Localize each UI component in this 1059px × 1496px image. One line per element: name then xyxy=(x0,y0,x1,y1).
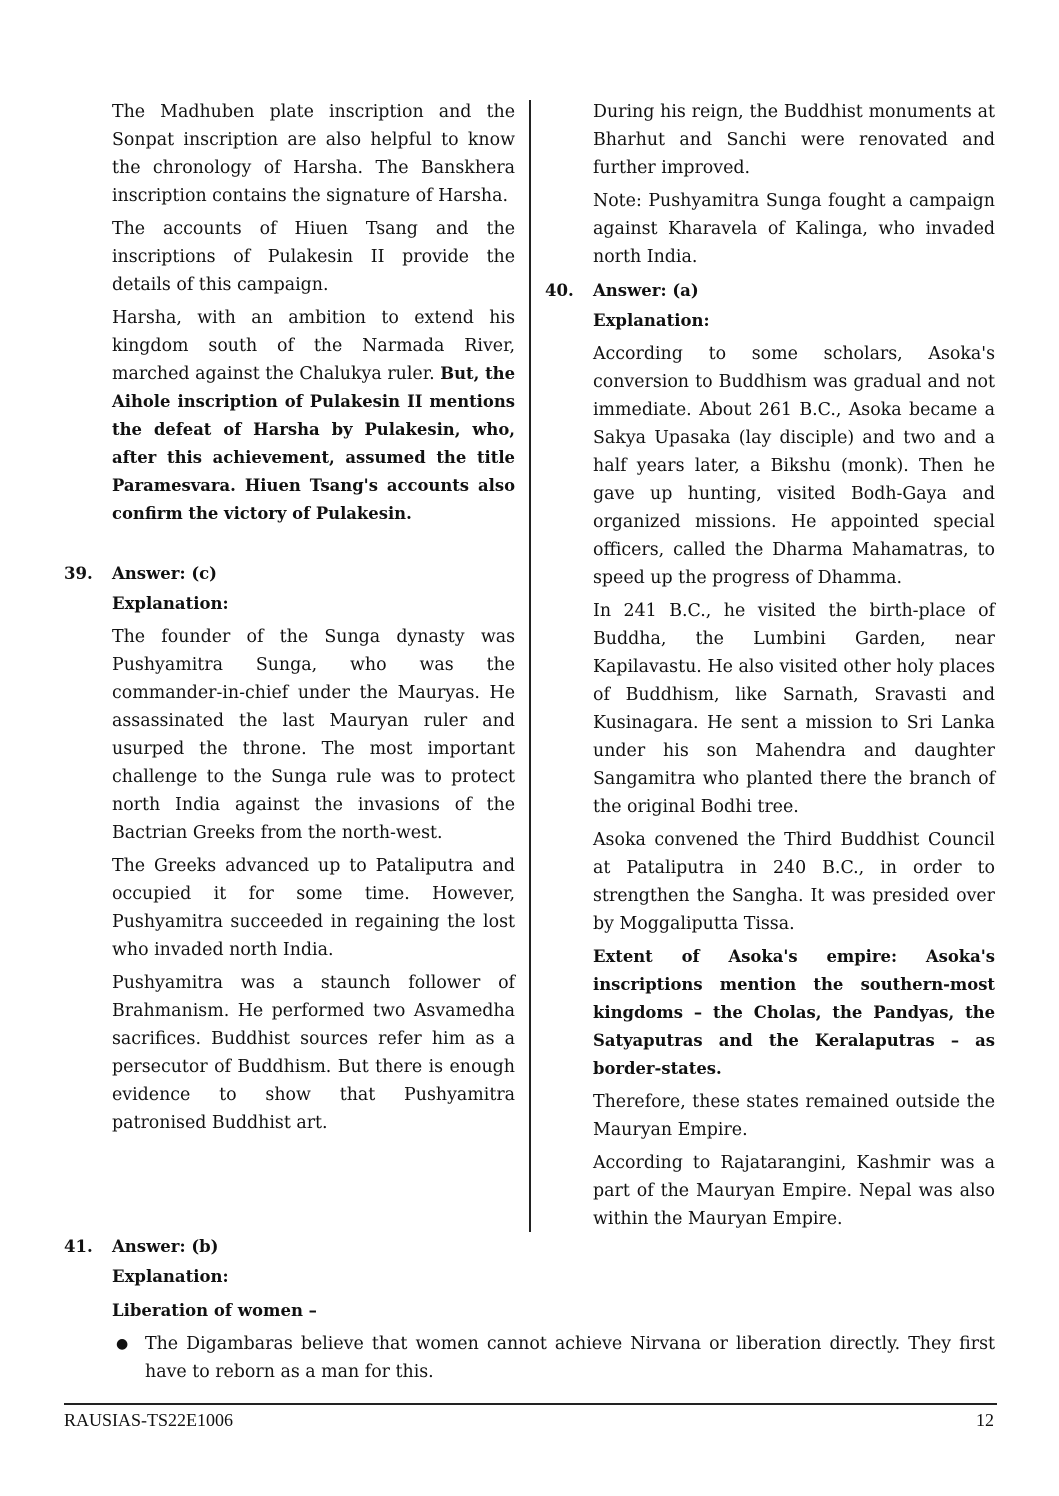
right-column xyxy=(545,98,995,1238)
question-40-body xyxy=(593,340,995,1233)
question-41-section xyxy=(64,1232,995,1386)
bullet-text: The Digambaras believe that women cannot achieve Nirvana or liberation directly. They first have to reborn as a man for this. xyxy=(145,1334,995,1382)
paragraph: The founder of the Sunga dynasty was Pushyamitra Sunga, who was the commander-in-chief under the Mauryas. He assassinated the last Mauryan ruler and usurped the throne. The most important challenge to the Sunga rule was to protect north India against the invasions of the Bactrian Greeks from the north-west. xyxy=(112,627,515,843)
right-intro xyxy=(593,98,995,271)
footer-rule xyxy=(64,1403,997,1405)
answer-label: Answer: (b) xyxy=(112,1237,219,1256)
subheading: Liberation of women – xyxy=(112,1301,317,1320)
paragraph: During his reign, the Buddhist monuments at Bharhut and Sanchi were renovated and further improved. xyxy=(593,102,995,178)
question-39-heading xyxy=(64,559,515,589)
paragraph: The Greeks advanced up to Pataliputra and occupied it for some time. However, Pushyamitra succeeded in regaining the lost who invaded north India. xyxy=(112,856,515,960)
paragraph: The Madhuben plate inscription and the Sonpat inscription are also helpful to know the chronology of Harsha. The Banskhera inscription contains the signature of Harsha. xyxy=(112,102,515,206)
paragraph: Pushyamitra was a staunch follower of Brahmanism. He performed two Asvamedha sacrifices. Buddhist sources refer him as a persecutor of Buddhism. But there is enough evidence to show that Pushyamitra patronised Buddhist art. xyxy=(112,973,515,1133)
bold-text: But, the Aihole inscription of Pulakesin II mentions the defeat of Harsha by Pulakesin, who, after this achievement, assumed the title Paramesvara. Hiuen Tsang's accounts also confirm the victory of Pulakesin. xyxy=(112,364,515,523)
question-number: 40. xyxy=(545,281,574,300)
paragraph-text: Harsha, with an ambition to extend his kingdom south of the Narmada River, marched against the Chalukya ruler. xyxy=(112,308,515,384)
bullet-item xyxy=(112,1330,995,1386)
bold-paragraph: Extent of Asoka's empire: Asoka's inscriptions mention the southern-most kingdoms – the Cholas, the Pandyas, the Satyaputras and the Keralaputras – as border-states. xyxy=(593,947,995,1078)
left-intro xyxy=(112,98,515,528)
explanation-label: Explanation: xyxy=(112,594,229,613)
paragraph xyxy=(112,304,515,528)
answer-label: Answer: (a) xyxy=(593,281,699,300)
paragraph: According to Rajatarangini, Kashmir was a part of the Mauryan Empire. Nepal was also within the Mauryan Empire. xyxy=(593,1153,995,1229)
explanation-label: Explanation: xyxy=(112,1267,229,1286)
paragraph: In 241 B.C., he visited the birth-place of Buddha, the Lumbini Garden, near Kapilavastu. He also visited other holy places of Buddhism, like Sarnath, Sravasti and Kusinagara. He sent a mission to Sri Lanka under his son Mahendra and daughter Sangamitra who planted there the branch of the original Bodhi tree. xyxy=(593,601,995,817)
paragraph: According to some scholars, Asoka's conversion to Buddhism was gradual and not immediate. About 261 B.C., Asoka became a Sakya Upasaka (lay disciple) and two and a half years later, a Bikshu (monk). Then he gave up hunting, visited Bodh-Gaya and organized missions. He appointed special officers, called the Dharma Mahamatras, to speed up the progress of Dhamma. xyxy=(593,344,995,588)
left-column xyxy=(64,98,515,1142)
column-divider xyxy=(529,100,531,1232)
bullet-icon: ● xyxy=(116,1336,129,1352)
paragraph: The accounts of Hiuen Tsang and the inscriptions of Pulakesin II provide the details of this campaign. xyxy=(112,219,515,295)
paragraph: Asoka convened the Third Buddhist Council at Pataliputra in 240 B.C., in order to strengthen the Sangha. It was presided over by Moggaliputta Tissa. xyxy=(593,830,995,934)
page-number: 12 xyxy=(976,1410,994,1430)
answer-label: Answer: (c) xyxy=(112,564,217,583)
footer-code: RAUSIAS-TS22E1006 xyxy=(64,1410,234,1430)
question-number: 41. xyxy=(64,1237,93,1256)
paragraph: Note: Pushyamitra Sunga fought a campaign against Kharavela of Kalinga, who invaded north India. xyxy=(593,191,995,267)
question-40-heading xyxy=(545,276,995,306)
paragraph: Therefore, these states remained outside the Mauryan Empire. xyxy=(593,1092,995,1140)
explanation-label: Explanation: xyxy=(593,311,710,330)
question-39-body xyxy=(112,623,515,1137)
question-number: 39. xyxy=(64,564,93,583)
question-41-heading xyxy=(64,1232,995,1262)
